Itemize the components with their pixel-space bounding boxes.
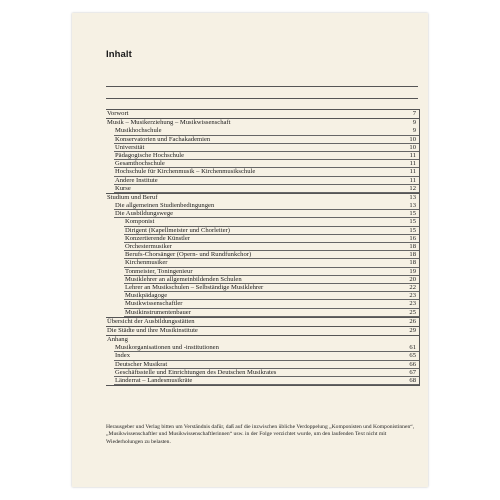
toc-entry bbox=[106, 152, 419, 160]
toc-entry-page: 23 bbox=[409, 292, 416, 300]
toc-entry-page: 29 bbox=[409, 326, 416, 334]
toc-entry bbox=[106, 251, 419, 259]
toc-entry bbox=[106, 185, 419, 193]
toc-entry-label: Gesamthochschule bbox=[115, 160, 165, 168]
toc-entry-page: 65 bbox=[409, 352, 416, 360]
toc-entry-page: 11 bbox=[409, 160, 416, 168]
toc-entry-page: 11 bbox=[409, 176, 416, 184]
toc-entry bbox=[106, 160, 419, 168]
toc-entry-page: 26 bbox=[409, 317, 416, 325]
toc-entry bbox=[106, 259, 419, 267]
toc-entry-page: 25 bbox=[409, 308, 416, 316]
toc-entry bbox=[106, 227, 419, 235]
toc-entry-label: Konservatorien und Fachakademien bbox=[115, 135, 211, 143]
toc-entry-label: Dirigent (Kapellmeister und Chorleiter) bbox=[125, 226, 230, 234]
toc-entry-label: Länderrat – Landesmusikräte bbox=[115, 377, 193, 384]
toc-entry-page: 11 bbox=[409, 151, 416, 159]
toc-entry bbox=[106, 202, 419, 210]
toc-entry-page: 13 bbox=[409, 193, 416, 201]
header-rules bbox=[106, 86, 418, 99]
toc-entry-label: Konzertierende Künstler bbox=[125, 234, 190, 242]
toc-entry bbox=[106, 218, 419, 226]
toc-entry-page: 13 bbox=[409, 202, 416, 210]
toc-entry bbox=[106, 118, 419, 127]
toc-entry-page: 7 bbox=[412, 110, 416, 117]
rule-line bbox=[106, 98, 418, 99]
toc-entry-page: 10 bbox=[409, 135, 416, 143]
toc-entry-label: Pädagogische Hochschule bbox=[115, 151, 185, 159]
toc-entry-page: 22 bbox=[409, 283, 416, 291]
toc-entry-label: Übersicht der Ausbildungsstätten bbox=[107, 317, 195, 325]
toc-entry bbox=[106, 361, 419, 369]
toc-entry-label: Berufs-Chorsänger (Opern- und Rundfunkchor) bbox=[125, 251, 252, 259]
toc-entry bbox=[106, 326, 419, 335]
toc-entry-page: 15 bbox=[409, 210, 416, 218]
toc-entry bbox=[106, 210, 419, 218]
toc-entry-label: Tonmeister, Toningenieur bbox=[125, 267, 193, 275]
toc-entry-label: Musik – Musikerziehung – Musikwissenschaft bbox=[107, 119, 231, 127]
toc-entry-label: Deutscher Musikrat bbox=[115, 360, 168, 368]
toc-entry bbox=[106, 177, 419, 185]
page-title: Inhalt bbox=[106, 49, 132, 60]
toc-entry-label: Komponist bbox=[125, 218, 155, 226]
toc-entry-page: 10 bbox=[409, 143, 416, 151]
toc-entry-label: Musikinstrumentenbauer bbox=[125, 308, 191, 316]
toc-entry-page: 9 bbox=[412, 127, 416, 135]
toc-entry-label: Die Städte und ihre Musikinstitute bbox=[107, 326, 198, 334]
book-page bbox=[72, 13, 428, 487]
footnote: Herausgeber und Verlag bitten um Verständnis dafür, daß auf die inzwischen übliche Verdoppelung „Komponisten und Komponistinnen“, „Musikwissenschaftler und Musikwissenschaftlerinnen“ usw. in der Folge verzichtet wurde, um den laufenden Text nicht mit Wiederholungen zu belasten. bbox=[106, 424, 415, 445]
toc-entry bbox=[106, 369, 419, 377]
toc-entry bbox=[106, 193, 419, 202]
toc-entry bbox=[106, 352, 419, 360]
toc-entry-label: Hochschule für Kirchenmusik – Kirchenmusikschule bbox=[115, 168, 256, 176]
toc-entry bbox=[106, 344, 419, 352]
toc-entry-label: Musiklehrer an allgemeinbildenden Schulen bbox=[125, 275, 242, 283]
toc-entry-label: Musikorganisationen und -institutionen bbox=[115, 344, 219, 352]
toc-entry-page: 18 bbox=[409, 243, 416, 250]
toc-entry bbox=[106, 317, 419, 326]
toc-entry-label: Kirchenmusiker bbox=[125, 259, 168, 267]
toc-entry-page: 23 bbox=[409, 300, 416, 308]
toc-entry-label: Andere Institute bbox=[115, 176, 158, 184]
toc-entry-label: Geschäftsstelle und Einrichtungen des Deutschen Musikrates bbox=[115, 368, 277, 376]
toc-entry-page: 15 bbox=[409, 218, 416, 226]
toc-entry bbox=[106, 268, 419, 276]
toc-entry-label: Vorwort bbox=[107, 110, 129, 117]
toc-entry-label: Musikpädagoge bbox=[125, 292, 168, 300]
toc-entry-page: 18 bbox=[409, 251, 416, 259]
toc-entry-label: Die Ausbildungswege bbox=[115, 210, 174, 218]
toc-entry bbox=[106, 335, 419, 344]
toc-entry-page: 66 bbox=[409, 360, 416, 368]
toc-entry-page: 20 bbox=[409, 275, 416, 283]
toc-entry-label: Studium und Beruf bbox=[107, 193, 158, 201]
toc-entry-page: 18 bbox=[409, 259, 416, 267]
toc-entry-label: Musikhochschule bbox=[115, 127, 162, 135]
toc-entry bbox=[106, 377, 419, 385]
toc-entry bbox=[106, 136, 419, 144]
toc-entry bbox=[106, 127, 419, 135]
toc-entry-label: Kurse bbox=[115, 184, 131, 192]
toc-entry bbox=[106, 235, 419, 243]
toc-entry-page: 67 bbox=[409, 368, 416, 376]
toc-entry-label: Lehrer an Musikschulen – Selbständige Musiklehrer bbox=[125, 283, 264, 291]
toc-entry-label: Universität bbox=[115, 143, 145, 151]
toc-entry bbox=[106, 144, 419, 152]
toc-entry-page: 12 bbox=[409, 184, 416, 192]
toc-entry-page: 16 bbox=[409, 234, 416, 242]
toc-entry-label: Index bbox=[115, 352, 131, 360]
toc-entry-page: 19 bbox=[409, 267, 416, 275]
toc-entry-label: Die allgemeinen Studienbedingungen bbox=[115, 202, 215, 210]
table-of-contents bbox=[106, 109, 420, 386]
toc-entry bbox=[106, 292, 419, 300]
toc-entry bbox=[106, 243, 419, 251]
toc-entry bbox=[106, 300, 419, 308]
toc-entry bbox=[106, 276, 419, 284]
rule-line bbox=[106, 86, 418, 87]
toc-entry-page: 9 bbox=[412, 119, 416, 127]
toc-entry-page: 15 bbox=[409, 226, 416, 234]
toc-entry-label: Anhang bbox=[107, 336, 128, 344]
toc-entry-page: 11 bbox=[409, 168, 416, 176]
toc-entry bbox=[106, 284, 419, 292]
toc-entry-label: Musikwissenschaftler bbox=[125, 300, 183, 308]
toc-entry-label: Orchestermusiker bbox=[125, 243, 172, 250]
toc-entry-page: 61 bbox=[409, 344, 416, 352]
toc-entry bbox=[106, 109, 419, 118]
toc-entry bbox=[106, 168, 419, 176]
toc-entry-page: 68 bbox=[409, 377, 416, 384]
toc-entry bbox=[106, 309, 419, 317]
